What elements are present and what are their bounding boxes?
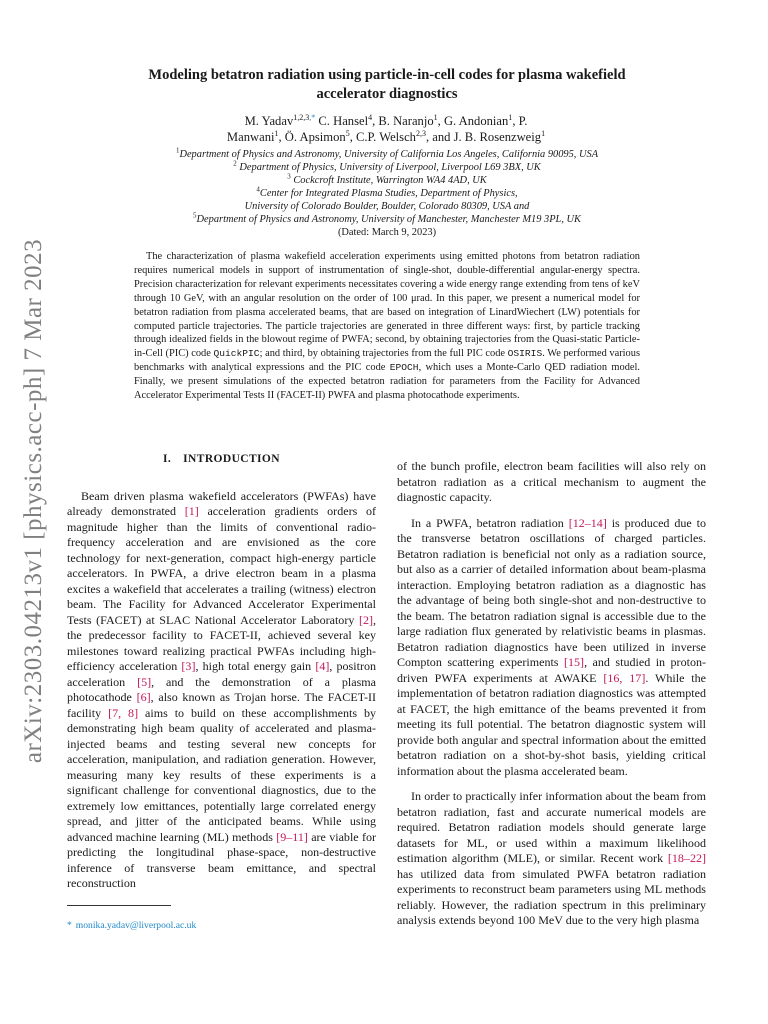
author-name: M. Yadav <box>244 114 294 128</box>
paragraph: Beam driven plasma wakefield accelerators (PWFAs) have already demonstrated [1] acceleration gradients orders of magnitude higher than the limits of conventional radio-frequency acceleration and are envisioned as the core technology for next-generation, compact high-energy particle accelerators. In PWFA, a drive electron beam in a plasma excites a wakefield that accelerates a trailing (witness) electron beam. The Facility for Advanced Accelerator Experimental Tests (FACET) at SLAC National Accelerator Laboratory [2], the predecessor facility to FACET-II, achieved several key milestones toward realizing practical PWFAs including high-efficiency acceleration [3], high total energy gain [4], positron acceleration [5], and the demonstration of a plasma photocathode [6], also known as Trojan horse. The FACET-II facility [7, 8] aims to build on these accomplishments by demonstrating high beam quality of accelerated and plasma-injected beams and testing several new concepts for acceleration, manipulation, and radiation generation. However, measuring many key results of these experiments is a significant challenge for conventional diagnostics, due to the extremely low emittances, potentially large correlated energy spread, and jitter of the anticipated beams. While using advanced machine learning (ML) methods [9–11] are viable for predicting the longitudinal phase-space, non-destructive inference of transverse beam emittance, and spectral reconstruction <box>67 488 377 890</box>
footnote <box>67 920 196 931</box>
corresponding-author-link[interactable]: ,* <box>309 112 316 122</box>
citation-link[interactable]: [15] <box>563 655 585 669</box>
affiliation-list <box>70 148 704 239</box>
code-name-quickpic: QuickPIC <box>213 348 260 360</box>
right-column <box>397 459 706 939</box>
section-heading <box>67 452 376 468</box>
author-affil-sup: 1 <box>274 128 279 138</box>
footnote-mark: * <box>67 920 72 931</box>
paragraph: In order to practically infer information about the beam from betatron radiation, fast and accurate numerical models are required. Betatron radiation models should generate large datasets for ML, or used within a maximum likelihood estimation algorithm (MLE), or similar. Recent work [18–22] has utilized data from simulated PWFA betatron radiation experiments to reconstruct beam parameters using ML methods reliably. However, the radiation spectrum in this preliminary analysis extends beyond 100 MeV due to the very high plasma <box>397 789 706 927</box>
author-name: J. B. Rosenzweig <box>453 130 542 144</box>
citation-link[interactable]: [3] <box>181 659 196 673</box>
citation-link[interactable]: [9–11] <box>276 829 308 844</box>
section-number: I. <box>163 453 172 465</box>
author-affil-sup: 1 <box>508 112 513 122</box>
author-affil-sup: 1 <box>541 128 546 138</box>
paragraph: of the bunch profile, electron beam facilities will also rely on betatron radiation as a critical mechanism to augment the diagnostic capacity. <box>397 459 706 504</box>
email-link[interactable]: monika.yadav@liverpool.ac.uk <box>75 920 197 931</box>
title-line-1: Modeling betatron radiation using particle-in-cell codes for plasma wakefield <box>148 67 626 83</box>
citation-link[interactable]: [18–22] <box>667 851 706 865</box>
section-title: INTRODUCTION <box>183 453 280 465</box>
citation-link[interactable]: [12–14] <box>568 515 607 530</box>
citation-link[interactable]: [5] <box>137 674 152 689</box>
arxiv-identifier <box>4 236 64 766</box>
citation-link[interactable]: [2] <box>358 612 373 627</box>
code-name-osiris: OSIRIS <box>507 348 543 360</box>
arxiv-identifier-text: arXiv:2303.04213v1 [physics.acc-ph] 7 Mar 2023 <box>20 238 48 764</box>
affiliation-4: $^4$Center for Integrated Plasma Studies, Department of Physics, <box>256 185 518 199</box>
citation-link[interactable]: [16, 17] <box>603 670 646 685</box>
author-conjunction: and <box>432 130 451 144</box>
author-affil-sup: 4 <box>368 112 373 122</box>
left-column <box>67 452 376 902</box>
author-affil-sup: 1 <box>433 112 438 122</box>
author-name: G. Andonian <box>443 114 509 128</box>
citation-link[interactable]: [6] <box>136 690 151 704</box>
citation-link[interactable]: [4] <box>315 659 330 673</box>
author-name: C. Hansel <box>318 114 369 128</box>
author-affil-sup: 1,2,3 <box>293 112 310 122</box>
affiliation-5: $^5$Department of Physics and Astronomy, University of Manchester, Manchester M19 3PL, UK <box>193 211 581 225</box>
affiliation-2: $^2$ Department of Physics, University of Liverpool, Liverpool L69 3BX, UK <box>233 159 541 173</box>
author-name: Manwani <box>226 130 275 144</box>
affiliation-3: $^3$ Cockcroft Institute, Warrington WA4 4AD, UK <box>287 172 487 186</box>
abstract: The characterization of plasma wakefield acceleration experiments using emitted photons from betatron radiation requires numerical models in support of instrumentation of single-shot, double-differential angular-energy spectra. Precision characterization for relevant experiments necessitates covering a wide energy range extending from tens of keV through 10 GeV, with an angular resolution on the order of 100 μrad. In this paper, we present a numerical model for betatron radiation from plasma accelerated beams, that are based on integration of LinardWiechert (LW) potentials for computed particle trajectories. The particle trajectories are generated in three different ways: first, by particle tracking through idealized fields in the blowout regime of PWFA; second, by obtaining trajectories from the Quasi-static Particle-in-Cell (PIC) code QuickPIC; and third, by obtaining trajectories from the full PIC code OSIRIS. We performed various benchmarks with analytical expressions and the PIC code EPOCH, which uses a Monte-Carlo QED radiation model. Finally, we present simulations of the expected betatron radiation for parameters from the Facility for Advanced Accelerator Experimental Tests II (FACET-II) PWFA and plasma photocathode experiments. <box>134 251 640 402</box>
author-name: C.P. Welsch <box>355 130 416 144</box>
paper-title <box>80 66 694 104</box>
dated-line: (Dated: March 9, 2023) <box>337 227 437 238</box>
code-name-epoch: EPOCH <box>389 362 419 374</box>
paragraph: In a PWFA, betatron radiation [12–14] is produced due to the transverse betatron oscillations of charged particles. Betatron radiation is beneficial not only as a radiation source, but also as a carrier of detailed information about beam-plasma interaction. Employing betatron radiation as a diagnostic has the advantage of being both single-shot and non-destructive to the beam. The betatron radiation signal is accessible due to the large radiation flux generated by relativistic beams in plasmas. Betatron radiation diagnostics have been utilized in inverse Compton scattering experiments [15], and studied in proton-driven PWFA experiments at AWAKE [16, 17]. While the implementation of betatron radiation diagnostics was attempted at FACET, the high emittance of the beams prevented it from meeting its full potential. The betatron diagnostic system will provide both angular and spectral information about the emitted betatron radiation on a shot-by-shot basis, yielding critical information about the plasma accelerated beam. <box>397 515 706 778</box>
author-name: P. <box>518 114 528 128</box>
affiliation-4-cont: University of Colorado Boulder, Boulder, Colorado 80309, USA and <box>244 201 530 212</box>
author-name: Ö. Apsimon <box>284 130 346 144</box>
citation-link[interactable]: [7, 8] <box>108 705 139 720</box>
footnote-divider <box>67 905 171 906</box>
citation-link[interactable]: [1] <box>184 504 199 518</box>
author-affil-sup: 2,3 <box>415 128 426 138</box>
author-list: M. Yadav$^{1,2,3,*}$ C. Hansel$^4$, B. Naranjo$^1$, G. Andonian$^1$, P. Manwani$^1$, Ö. Apsimon$^5$, C.P. Welsch$^{2,3}$, and J. B. Rosenzweig$^1$ <box>226 112 546 144</box>
author-affil-sup: 5 <box>345 128 350 138</box>
affiliation-1: $^1$Department of Physics and Astronomy, University of California Los Angeles, California 90095, USA <box>175 146 599 160</box>
title-line-2: accelerator diagnostics <box>316 86 458 102</box>
author-name: B. Naranjo <box>378 114 434 128</box>
